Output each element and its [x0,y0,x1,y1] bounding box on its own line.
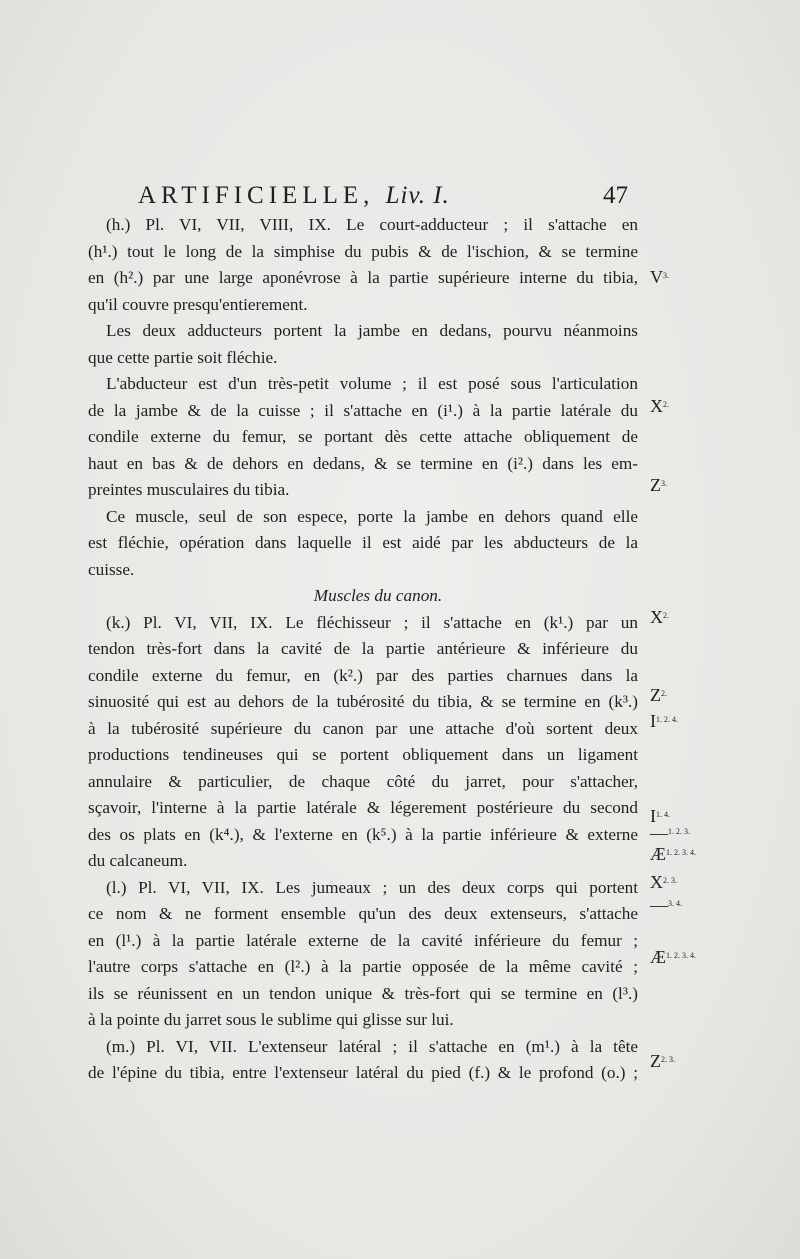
text-line: à la pointe du jarret sous le sublime qui glisse sur lui. [88,1010,454,1029]
margin-reference-letter: Æ [650,844,667,864]
text-line: cuisse. [88,559,135,579]
section-heading: Muscles du canon. [313,586,443,605]
margin-reference-letter: Æ [650,947,667,967]
text-line: est fléchie, opération dans laquelle il est aidé par les abducteurs de la [88,533,638,552]
margin-reference-letter: X [650,607,663,627]
margin-reference-numbers: 2. [663,611,669,620]
text-line: de l'épine du tibia, entre l'extenseur latéral du pied (f.) & le profond (o.) ; [88,1063,638,1082]
margin-reference-numbers: 2. 3. [661,1055,675,1064]
margin-reference-letter: Z [650,1051,661,1071]
margin-reference-numbers: 1. 2. 3. 4. [666,951,697,960]
text-line: L'abducteur est d'un très-petit volume ; il est posé sous l'articulation [106,374,638,393]
text-line: ce nom & ne forment ensemble qu'un des deux extenseurs, s'attache [88,904,638,923]
margin-reference [650,684,730,705]
margin-reference-letter: Z [650,475,661,495]
margin-reference-letter: X [650,872,663,892]
margin-reference-numbers: 1. 4. [656,810,670,819]
margin-reference-numbers: 2. 3. [663,876,677,885]
text-line: productions tendineuses qui se portent obliquement dans un ligament [88,745,638,764]
margin-reference [650,822,730,843]
margin-reference-numbers: 3. [663,271,669,280]
text-line: preintes musculaires du tibia. [88,480,290,499]
text-line: en (h².) par une large aponévrose à la partie supérieure interne du tibia, [88,268,638,287]
text-line: de la jambe & de la cuisse ; il s'attache en (i¹.) à la partie latérale du [88,400,638,420]
margin-reference-numbers: 1. 2. 3. [668,827,690,836]
page-header [138,182,628,216]
margin-reference-letter: — [650,895,668,915]
running-title: ARTIFICIELLE, [138,182,375,209]
text-line: (m.) Pl. VI, VII. L'extenseur latéral ; il s'attache en (m¹.) à la tête [106,1036,638,1056]
margin-reference-letter: I [650,711,656,731]
text-line: annulaire & particulier, de chaque côté du jarret, pour s'attacher, [88,771,638,791]
text-line: ils se réunissent en un tendon unique & très-fort qui se termine en (l³.) [88,983,638,1003]
body-text [88,212,638,1087]
text-line: sçavoir, l'interne à la partie latérale & légerement postérieure du second [88,798,638,817]
text-line: (h.) Pl. VI, VII, VIII, IX. Le court-adducteur ; il s'attache en [106,215,638,234]
margin-reference-letter: I [650,806,656,826]
margin-reference-numbers: 1. 2. 4. [656,715,678,724]
margin-reference [650,395,730,416]
margin-reference-numbers: 3. [661,479,667,488]
book-number: Liv. I. [385,182,450,209]
text-line: du calcaneum. [88,851,188,870]
margin-reference-numbers: 3. 4. [668,899,682,908]
margin-reference [650,266,730,287]
text-line: tendon très-fort dans la cavité de la partie antérieure & inférieure du [88,639,638,658]
margin-reference [650,871,730,892]
margin-reference [650,606,730,627]
margin-reference [650,946,730,967]
margin-reference-letter: Z [650,685,661,705]
text-line: à la tubérosité supérieure du canon par une attache d'où sortent deux [88,718,638,738]
text-line: haut en bas & de dehors en dedans, & se termine en (i².) dans les em- [88,453,638,473]
text-line: Ce muscle, seul de son espece, porte la jambe en dehors quand elle [106,506,638,526]
text-line: (k.) Pl. VI, VII, IX. Le fléchisseur ; il s'attache en (k¹.) par un [106,612,638,632]
page-number: 47 [603,182,628,209]
text-line: Les deux adducteurs portent la jambe en dedans, pourvu néanmoins [106,321,638,340]
text-line: sinuosité qui est au dehors de la tubérosité du tibia, & se termine en (k³.) [88,692,638,711]
text-line: que cette partie soit fléchie. [88,347,278,367]
margin-reference [650,894,730,915]
margin-reference-numbers: 2. [661,689,667,698]
margin-reference [650,710,730,731]
text-line: (h¹.) tout le long de la simphise du pubis & de l'ischion, & se termine [88,241,638,261]
margin-reference-letter: X [650,396,663,416]
text-line: condile externe du femur, en (k².) par des parties charnues dans la [88,665,638,685]
margin-reference [650,843,730,864]
margin-reference-letter: V [650,267,663,287]
margin-reference [650,474,730,495]
text-line: condile externe du femur, se portant dès cette attache obliquement de [88,427,638,446]
margin-reference-numbers: 1. 2. 3. 4. [666,848,697,857]
text-line: des os plats en (k⁴.), & l'externe en (k⁵.) à la partie inférieure & externe [88,824,638,844]
text-line: l'autre corps s'attache en (l².) à la partie opposée de la même cavité ; [88,957,638,976]
text-line: (l.) Pl. VI, VII, IX. Les jumeaux ; un des deux corps qui portent [106,877,638,897]
margin-reference-numbers: 2. [663,400,669,409]
margin-reference [650,1050,730,1071]
text-line: en (l¹.) à la partie latérale externe de la cavité inférieure du femur ; [88,930,638,950]
text-line: qu'il couvre presqu'entierement. [88,294,308,314]
margin-reference-letter: — [650,823,668,843]
running-head [138,182,450,210]
